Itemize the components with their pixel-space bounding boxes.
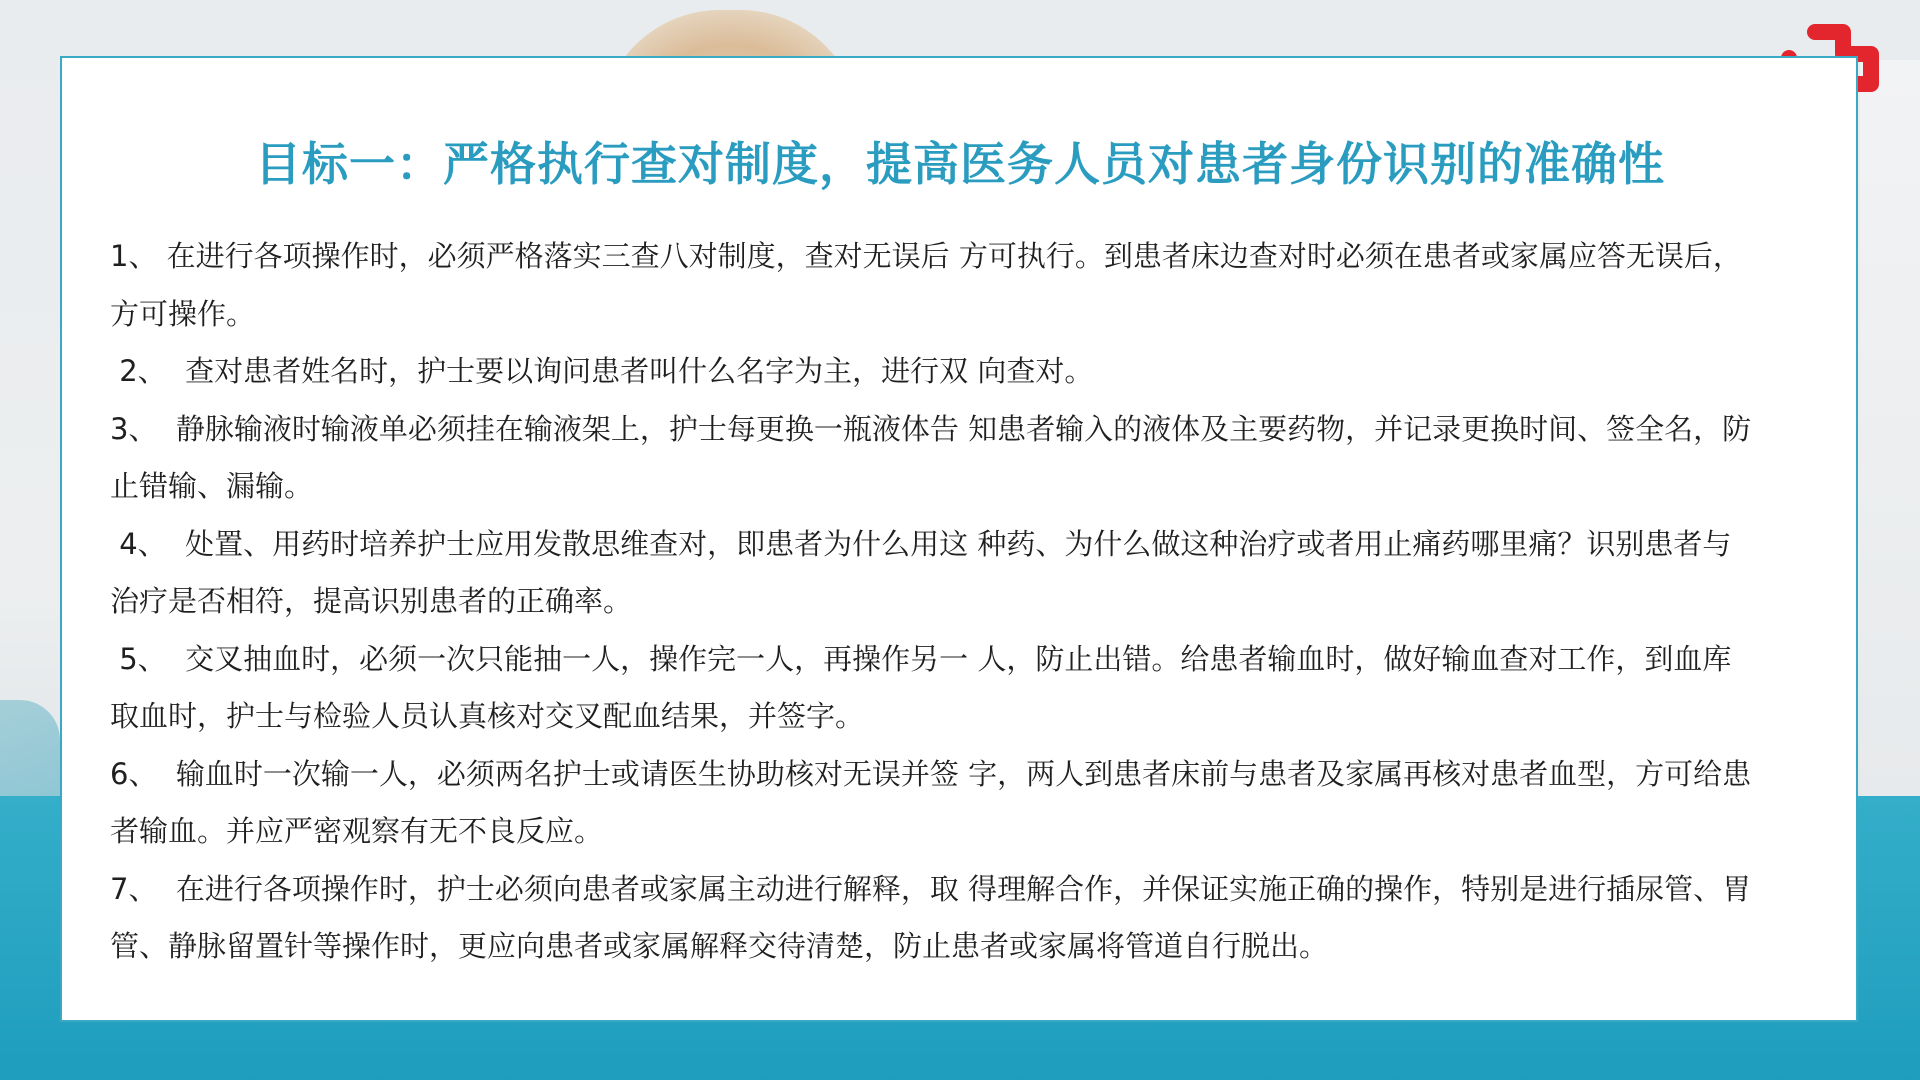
list-item [110, 401, 1760, 516]
item-text: 在进行各项操作时，护士必须向患者或家属主动进行解释，取 得理解合作，并保证实施正确的操作，特别是进行插尿管、胃管、静脉留置针等操作时，更应向患者或家属解释交待清楚，防止患者或家属将管道自行脱出。 [110, 871, 1752, 963]
item-number: 4、 [110, 526, 186, 561]
item-text: 在进行各项操作时，必须严格落实三查八对制度，查对无误后 方可执行。到患者床边查对时必须在患者或家属应答无误后，方可操作。 [110, 239, 1742, 331]
item-number: 7、 [110, 871, 176, 906]
item-number: 6、 [110, 756, 176, 791]
item-text: 输血时一次输一人，必须两名护士或请医生协助核对无误并签 字，两人到患者床前与患者及家属再核对患者血型，方可给患者输血。并应严密观察有无不良反应。 [110, 756, 1752, 848]
item-text: 处置、用药时培养护士应用发散思维查对，即患者为什么用这 种药、为什么做这种治疗或者用止痛药哪里痛？识别患者与治疗是否相符，提高识别患者的正确率。 [110, 526, 1732, 618]
slide-title: 目标一：严格执行查对制度，提高医务人员对患者身份识别的准确性 [255, 137, 1665, 191]
item-text: 查对患者姓名时，护士要以询问患者叫什么名字为主，进行双 向查对。 [185, 354, 1094, 388]
item-text: 静脉输液时输液单必须挂在输液架上，护士每更换一瓶液体告 知患者输入的液体及主要药物，并记录更换时间、签全名，防止错输、漏输。 [110, 411, 1752, 503]
list-item [110, 516, 1760, 631]
item-number: 3、 [110, 411, 176, 446]
list-item [110, 343, 1760, 401]
list-item [110, 631, 1760, 746]
item-number: 1、 [110, 239, 167, 273]
list-item [110, 228, 1760, 343]
rules-list [110, 228, 1760, 976]
item-number: 2、 [110, 354, 186, 388]
item-text: 交叉抽血时，必须一次只能抽一人，操作完一人，再操作另一 人，防止出错。给患者输血时，做好输血查对工作，到血库取血时，护士与检验人员认真核对交叉配血结果，并签字。 [110, 641, 1732, 733]
list-item [110, 746, 1760, 861]
list-item [110, 861, 1760, 976]
item-number: 5、 [110, 641, 186, 676]
